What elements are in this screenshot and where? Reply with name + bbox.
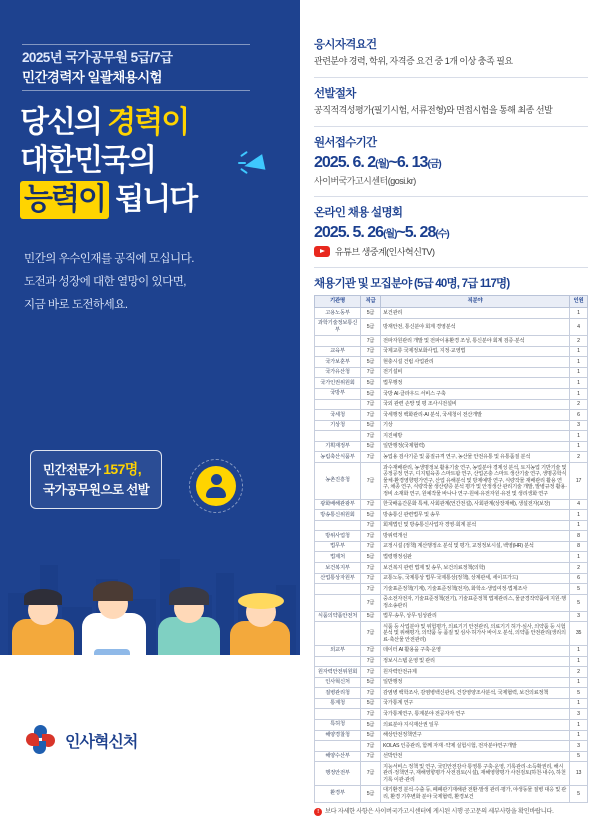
cell-grade: 7급 [361, 346, 381, 357]
section-application-period [314, 134, 588, 187]
body-line-3: 지금 바로 도전하세요. [24, 299, 128, 311]
table-row [315, 698, 588, 709]
cell-grade: 7급 [361, 399, 381, 410]
cell-organization [315, 431, 361, 442]
cell-field: 지진예방 [381, 431, 570, 442]
application-end-date: ~6. 13 [388, 154, 428, 172]
table-row [315, 541, 588, 552]
agency-name: 인사혁신처 [65, 733, 138, 751]
cell-field: 일반행정(국제협력) [381, 441, 570, 452]
selection-badge [30, 450, 162, 509]
cell-count: 3 [570, 420, 588, 431]
cell-organization: 해양수산부 [315, 751, 361, 762]
cell-count: 1 [570, 308, 588, 319]
table-row [315, 751, 588, 762]
cell-count: 6 [570, 573, 588, 584]
section-eligibility [314, 36, 588, 68]
header-grade: 직급 [361, 296, 381, 308]
table-row [315, 552, 588, 563]
subtitle-rule-top [22, 44, 250, 45]
subtitle-rule-bottom [22, 90, 250, 91]
cell-grade: 7급 [361, 594, 381, 611]
cell-organization: 국방부 [315, 388, 361, 399]
cell-organization: 고용노동부 [315, 308, 361, 319]
divider-2 [314, 126, 588, 127]
cell-field: 데이터 AI 활용을 구축·운영 [381, 645, 570, 656]
cell-grade: 5급 [361, 677, 381, 688]
cell-field: 전파자원관리 개발 및 전파이용환경 조성, 통신분야 회계 검증·분석 [381, 336, 570, 347]
cell-field: 국가통계 연구 [381, 698, 570, 709]
cell-count: 5 [570, 688, 588, 699]
body-line-1: 민간의 우수인재를 공직에 모십니다. [24, 253, 194, 265]
cell-field: 국외 관련 손망 및 평 조사시전설비 [381, 399, 570, 410]
table-row [315, 510, 588, 521]
table-row [315, 463, 588, 500]
table-row [315, 563, 588, 574]
cell-field: 정보시스템 운영 및 관리 [381, 656, 570, 667]
section-process-text: 공직적격성평가(필기시험, 서류전형)와 면접시험을 통해 최종 선발 [314, 105, 553, 116]
cell-count: 4 [570, 499, 588, 510]
cell-count: 1 [570, 388, 588, 399]
section-process [314, 85, 588, 117]
cell-organization [315, 336, 361, 347]
table-row [315, 719, 588, 730]
table-row [315, 399, 588, 410]
table-row [315, 431, 588, 442]
poster-right-panel [300, 0, 600, 815]
megaphone-icon [240, 150, 274, 176]
cell-grade: 7급 [361, 709, 381, 720]
application-start-dow: (월) [375, 159, 389, 171]
cell-count: 5 [570, 751, 588, 762]
cell-organization: 광화배해관광부 [315, 499, 361, 510]
cell-grade: 7급 [361, 622, 381, 646]
cell-field: 대기환경 분석·수출 등, 폐폐관기재해관 전환·발생 관리·평가, 야생동물 질병 대응 및 관리, 환경 기후변화 분야 국제협력, 환경보건 [381, 785, 570, 802]
cell-grade: 5급 [361, 420, 381, 431]
table-row [315, 656, 588, 667]
badge-line-1-count: 157명, [103, 461, 142, 477]
cell-field: 법령행정심판 [381, 552, 570, 563]
cell-field: 일반행정 [381, 677, 570, 688]
cell-grade: 7급 [361, 452, 381, 463]
cell-grade: 5급 [361, 611, 381, 622]
table-row [315, 367, 588, 378]
cell-field: 과수재배관리, 농생명정보 활용기술 연구, 농업분야 경제성 분석, 토지농업 기반기술 및 공정공정 연구, 디지털육종 스마트팜 연구, 산업곤충 스마트 생산기술 연구, 생명공학식물체·환경영향평가연구, 산업 유해분석 및 방제예방 연구, 식량작물 재배관리 활용 연구, 채종 연구, 식량작물 생산량증 분석 평가 및 안정생산 관리기술 개발, 발병규정 활용·정비 소재화 연구, 원예작물 바나나 연구·원예·유전자원·유전 및 생리생화 연구 [381, 463, 570, 500]
cell-organization: 과학기술정보통신부 [315, 318, 361, 335]
cell-field: 중소전자전자, 기술표준정책(전기), 기술표준정책 법제관리스, 물균경작약품에 지원·행정소송관리 [381, 594, 570, 611]
cell-field: 국제교류 국제정보화사업, 지정·교영법 [381, 346, 570, 357]
jobs-table-title: 채용기관 및 모집분야 (5급 40명, 7급 117명) [314, 278, 510, 291]
cell-count: 5 [570, 584, 588, 595]
jobs-table-body [315, 308, 588, 803]
cell-field: 법무행정 [381, 378, 570, 389]
youtube-row[interactable] [314, 245, 588, 258]
table-row [315, 520, 588, 531]
cell-field: 보건관리 [381, 308, 570, 319]
cell-grade: 5급 [361, 318, 381, 335]
badge-line-1-plain: 민간전문가 [43, 463, 104, 477]
cell-organization: 행정안전부 [315, 762, 361, 786]
cell-count: 1 [570, 719, 588, 730]
cell-organization: 질병관리청 [315, 688, 361, 699]
cell-count: 3 [570, 741, 588, 752]
cell-count: 1 [570, 510, 588, 521]
cell-grade: 5급 [361, 698, 381, 709]
cell-count: 1 [570, 656, 588, 667]
cell-field: 해상안전정책연구 [381, 730, 570, 741]
cell-organization: 특허청 [315, 719, 361, 730]
youtube-icon [314, 246, 330, 257]
headline-line-1-accent: 경력이 [107, 106, 189, 139]
cell-count: 1 [570, 677, 588, 688]
government-emblem-icon [26, 725, 56, 755]
footnote-text: 보다 자세한 사항은 사이버국가고시센터에 게시된 시행 공고문의 세부사항을 확인바랍니다. [325, 807, 554, 815]
cell-grade: 7급 [361, 688, 381, 699]
cell-grade: 7급 [361, 520, 381, 531]
application-start-date: 2025. 6. 2 [314, 154, 376, 172]
cell-field: 감염병 백학조사, 감염병백신관리, 건강영양조사분석, 국제협력, 보건의료정책 [381, 688, 570, 699]
table-row [315, 410, 588, 421]
table-row [315, 346, 588, 357]
cell-count: 1 [570, 645, 588, 656]
jobs-table-footnote [314, 808, 588, 816]
section-briefing [314, 204, 588, 258]
table-row [315, 308, 588, 319]
poster-subtitle [22, 48, 172, 87]
poster-left-panel [0, 0, 300, 785]
header-organization: 기관명 [315, 296, 361, 308]
cell-count: 3 [570, 611, 588, 622]
cell-grade: 7급 [361, 431, 381, 442]
cell-organization: 식품의약품안전처 [315, 611, 361, 622]
cell-field: 교통노동, 국제통상 법무·국제통상(정책), 상계관세, 세이프가드) [381, 573, 570, 584]
header-count: 인원 [570, 296, 588, 308]
cell-count: 2 [570, 452, 588, 463]
cell-grade: 7급 [361, 656, 381, 667]
badge-line-2: 국가공무원으로 선발 [43, 482, 150, 497]
headline-line-2: 대한민국의 [20, 144, 155, 178]
table-row [315, 730, 588, 741]
cell-organization [315, 656, 361, 667]
jobs-table [314, 295, 588, 802]
briefing-end-date: ~5. 28 [396, 224, 436, 242]
cell-field: 방재안전, 통신분야 회계 경영분석 [381, 318, 570, 335]
table-row [315, 441, 588, 452]
divider-4 [314, 267, 588, 268]
briefing-start-date: 2025. 5. 26 [314, 224, 384, 242]
cell-count: 1 [570, 520, 588, 531]
cell-count: 1 [570, 378, 588, 389]
cell-field: 방위력개선 [381, 531, 570, 542]
cell-grade: 7급 [361, 762, 381, 786]
table-row [315, 499, 588, 510]
cell-count: 1 [570, 367, 588, 378]
cell-field: 법무·송무, 상무·임상관리 [381, 611, 570, 622]
cell-count: 4 [570, 318, 588, 335]
cell-organization [315, 741, 361, 752]
cell-grade: 7급 [361, 584, 381, 595]
cell-grade: 7급 [361, 499, 381, 510]
cell-field: 방송통신 관련법무 및 송무 [381, 510, 570, 521]
cell-grade: 5급 [361, 378, 381, 389]
cell-count: 8 [570, 541, 588, 552]
jobs-table-header-row [315, 296, 588, 308]
cell-field: 농업용 검사기준 및 품질규격 연구, 농산물 안전유통 및 유통품질 분석 [381, 452, 570, 463]
table-row [315, 594, 588, 611]
table-row [315, 667, 588, 678]
cell-count: 2 [570, 336, 588, 347]
cell-count: 1 [570, 431, 588, 442]
youtube-channel-label: 유튜브 생중계(인사혁신TV) [335, 247, 435, 258]
cell-organization: 방위사업청 [315, 531, 361, 542]
cell-grade: 7급 [361, 751, 381, 762]
cell-field: 기상 [381, 420, 570, 431]
cell-grade: 7급 [361, 336, 381, 347]
application-date-range [314, 153, 588, 172]
cell-organization: 원자력안전위원회 [315, 667, 361, 678]
cell-count: 3 [570, 709, 588, 720]
cell-count: 1 [570, 357, 588, 368]
cell-grade: 5급 [361, 730, 381, 741]
cell-grade: 7급 [361, 563, 381, 574]
cell-grade: 7급 [361, 573, 381, 584]
cell-organization [315, 622, 361, 646]
cell-field: 보건복지 관련 법제 및 송무, 보건의료정책(의학) [381, 563, 570, 574]
badge-line-1 [43, 459, 149, 481]
application-end-dow: (금) [427, 159, 441, 171]
cell-field: 선박안전 [381, 751, 570, 762]
body-line-2: 도전과 성장에 대한 열망이 있다면, [24, 276, 186, 288]
cell-organization: 해양경찰청 [315, 730, 361, 741]
cell-field: 식품 등 사업분야 및 위험평가, 의료기기 안전관리, 의료기기 허가·심사, 의약품 등 시험분석 및 위해평가, 의약품 등 품질 및 심사·허가사 바이오 분석, 의약품 안전관리(생리의료·축산물 안전관리) [381, 622, 570, 646]
cell-count: 17 [570, 463, 588, 500]
application-site-note[interactable]: 사이버국가고시센터(gosi.kr) [314, 176, 416, 187]
cell-count: 2 [570, 563, 588, 574]
cell-grade: 5급 [361, 441, 381, 452]
cell-count: 13 [570, 762, 588, 786]
table-row [315, 688, 588, 699]
cell-organization: 국가유산청 [315, 367, 361, 378]
cell-field: 국세행정 백화관리·AI 분석, 국세청이 전산개발 [381, 410, 570, 421]
cell-organization: 농촌진흥청 [315, 463, 361, 500]
table-row [315, 785, 588, 802]
cell-field: 의료분야 지식재산권 일무 [381, 719, 570, 730]
cell-grade: 5급 [361, 785, 381, 802]
cell-organization [315, 584, 361, 595]
table-row [315, 420, 588, 431]
cell-organization: 법제처 [315, 552, 361, 563]
headline-line-3 [20, 181, 290, 219]
jobs-table-head [315, 296, 588, 308]
table-row [315, 741, 588, 752]
cell-field: 교정시설 (정책) 계산행정소 분석 및 평가, 교정정보시설, 백영(HR) 분석 [381, 541, 570, 552]
cell-field: 국가통계연구, 통계분야 전공자자 연구 [381, 709, 570, 720]
table-row [315, 388, 588, 399]
table-row [315, 622, 588, 646]
cell-grade: 5급 [361, 308, 381, 319]
cell-count: 1 [570, 698, 588, 709]
headline-line-3-plain: 됩니다 [108, 182, 197, 216]
cell-grade: 5급 [361, 510, 381, 521]
cell-field: KOLAS 인증관리, 함께 자재 ·약제 실험시험, 전자분야연구개발 [381, 741, 570, 752]
subtitle-line-1: 2025년 국가공무원 5급/7급 [22, 50, 173, 65]
cell-organization: 산업통상자원부 [315, 573, 361, 584]
headline-line-3-highlight: 능력이 [20, 181, 109, 219]
divider-3 [314, 196, 588, 197]
cell-count: 35 [570, 622, 588, 646]
table-row [315, 611, 588, 622]
cell-grade: 7급 [361, 645, 381, 656]
cell-organization [315, 520, 361, 531]
cell-count: 8 [570, 531, 588, 542]
cell-count: 6 [570, 410, 588, 421]
table-row [315, 645, 588, 656]
cell-organization [315, 399, 361, 410]
cell-grade: 7급 [361, 541, 381, 552]
cell-grade: 5급 [361, 388, 381, 399]
cell-organization: 보건복지부 [315, 563, 361, 574]
briefing-start-dow: (월) [383, 229, 397, 241]
left-footer-area [0, 655, 300, 785]
cell-count: 2 [570, 667, 588, 678]
table-row [315, 357, 588, 368]
section-process-title: 선발절차 [314, 88, 356, 101]
cell-grade: 5급 [361, 719, 381, 730]
section-eligibility-text: 관련분야 경력, 학위, 자격증 요건 중 1개 이상 충족 필요 [314, 56, 513, 66]
cell-organization: 통계청 [315, 698, 361, 709]
table-row [315, 709, 588, 720]
header-field: 직분야 [381, 296, 570, 308]
warning-icon: ! [314, 808, 322, 816]
subtitle-line-2: 민간경력자 일괄채용시험 [22, 69, 163, 85]
divider-1 [314, 77, 588, 78]
cell-grade: 7급 [361, 667, 381, 678]
person-avatar-icon [196, 466, 236, 506]
cell-organization: 기획재정부 [315, 441, 361, 452]
cell-grade: 7급 [361, 463, 381, 500]
table-row [315, 318, 588, 335]
section-eligibility-title: 응시자격요건 [314, 39, 377, 51]
cell-organization: 농림축산식품부 [315, 452, 361, 463]
cell-organization: 법무부 [315, 541, 361, 552]
section-briefing-title: 온라인 채용 설명회 [314, 207, 403, 220]
headline-line-1 [20, 104, 290, 142]
cell-grade: 7급 [361, 367, 381, 378]
cell-organization: 국가인권위원회 [315, 378, 361, 389]
cell-count: 2 [570, 399, 588, 410]
agency-logo [26, 725, 137, 755]
cell-field: 전기설비 [381, 367, 570, 378]
cell-count: 5 [570, 785, 588, 802]
cell-organization: 교육부 [315, 346, 361, 357]
poster-body-copy [24, 248, 274, 317]
cell-count: 5 [570, 594, 588, 611]
cell-organization: 국가보훈부 [315, 357, 361, 368]
headline-line-1-plain: 당신의 [20, 106, 108, 139]
table-row [315, 677, 588, 688]
table-row [315, 531, 588, 542]
table-row [315, 584, 588, 595]
cell-field: 기술표준정책(기계), 기술표준정책(전자), 화학소·생업여정·법제조사 [381, 584, 570, 595]
cell-field: 회계법인 및 방송통신사업자 경영·회계 분석 [381, 520, 570, 531]
table-row [315, 573, 588, 584]
cell-organization: 기상청 [315, 420, 361, 431]
cell-grade: 5급 [361, 552, 381, 563]
cell-count: 1 [570, 441, 588, 452]
cell-field: 국방 AI·클라우드 서비스 구축 [381, 388, 570, 399]
briefing-end-dow: (수) [435, 229, 449, 241]
cell-organization: 인사혁신처 [315, 677, 361, 688]
cell-grade: 7급 [361, 741, 381, 752]
cell-field: 원자력안전규제 [381, 667, 570, 678]
cell-field: 지능서비스 정책 및 연구, 국민안전감사 통영통 구축·운영, 기록관리·소득확권리, 해시관리·정책연구, 재해영향평가 사전검토(시설), 재해영향평가 사전검토(하천·내수), 하천기록 이관·관리 [381, 762, 570, 786]
cell-count: 1 [570, 346, 588, 357]
cell-field: 한국배움간문화 특체, 사회관계(언간전설), 사회관계(상장재해), 생설전자(보장) [381, 499, 570, 510]
cell-organization [315, 594, 361, 611]
cell-organization: 환경부 [315, 785, 361, 802]
cell-count: 1 [570, 552, 588, 563]
briefing-date-range [314, 223, 588, 242]
cell-grade: 7급 [361, 410, 381, 421]
cell-organization: 방송통신위원회 [315, 510, 361, 521]
cell-count: 1 [570, 730, 588, 741]
cell-organization: 국세청 [315, 410, 361, 421]
table-row [315, 336, 588, 347]
cell-organization [315, 709, 361, 720]
cell-field: 현충시설 건립 사업관리 [381, 357, 570, 368]
cell-grade: 7급 [361, 531, 381, 542]
table-row [315, 452, 588, 463]
cell-grade: 5급 [361, 357, 381, 368]
section-application-title: 원서접수기간 [314, 137, 377, 150]
cell-organization: 외교부 [315, 645, 361, 656]
table-row [315, 378, 588, 389]
table-row [315, 762, 588, 786]
